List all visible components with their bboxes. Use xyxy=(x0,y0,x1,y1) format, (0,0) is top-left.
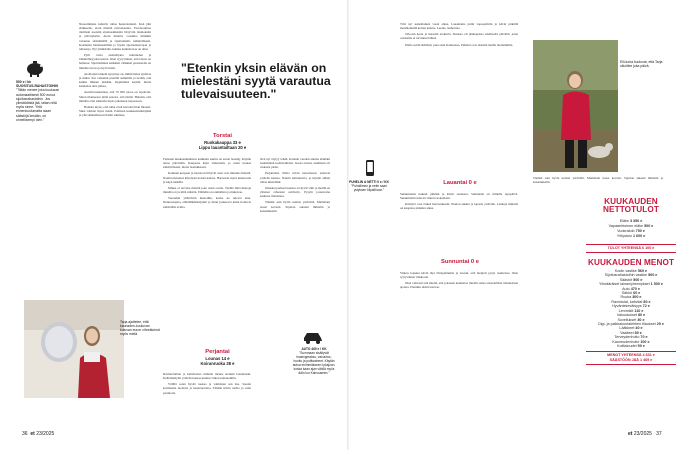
paragraph: Pyrit vasta aloittelijana kohtuuden ja säännöllisyyden kautta. Olen tyytyväinen, että talous on hallussa. Sijoittaminen kaikkien vinkkien perusteella on minulle turvaa ja hyvä mieli. xyxy=(79,53,151,70)
expense-row: Kotitaloudet 50 e xyxy=(617,343,645,348)
paragraph: Tänään sain hyviä uutisia ystävältä. Mielialani nousi kovasti. Sijoitan aikaani ihmisiin ja kokemuksiin. xyxy=(533,176,663,185)
sidebar-caption xyxy=(16,80,64,122)
income-row: Vuokratulo 750 e xyxy=(617,229,645,234)
body-column-4 xyxy=(260,157,330,329)
day-title: Perjantai xyxy=(205,349,230,355)
body-column-7 xyxy=(400,271,518,426)
folio-left: 36 et 23/2025 xyxy=(22,431,55,437)
expenses-title: KUUKAUDEN MENOT xyxy=(587,257,675,267)
page-gutter xyxy=(347,0,349,450)
income-row: Yritystulo 1 600 e xyxy=(616,234,646,239)
paragraph: Kainuun korpeen ja luontoon liittyvät asiat ovat minulle tärkeitä. Nautin metsässä kävelystä koiran kanssa. Harrastan myös kuntosalia ja käyn lenkillä. xyxy=(163,171,251,184)
sidebar-text: "Tilitän meneе joka kuukausi automaattisesti 500 euroa sijoitusrahastoihin. Jos ylimääräistä jää, laitan niitä myös sinne. Yhtä ennenkuulumatta siaan säästöjä kesään, on onnellisempi olen." xyxy=(16,88,59,122)
expense-row: Vakuutukset 80 e xyxy=(616,313,646,318)
body-column-1 xyxy=(79,22,151,284)
woman-with-balloon-photo xyxy=(24,300,124,398)
paragraph: Illalla soitin äidilleni, joka asuu Kainuussa. Puhelut ovat tärkeitä meille molemmille. xyxy=(405,42,514,47)
day-line: Ruokakauppa 33 e xyxy=(204,140,241,145)
day-torstai xyxy=(175,133,270,150)
paragraph: Halusin myös, että rahat eivät kasvaisi liian hitaasti. Siksi valitsin myös riskiä. Edelleen kuukausisäästäjänä ja yhä säännöllisesti lisään summaa. xyxy=(79,104,151,118)
expense-row: Sovellukset 30 e xyxy=(617,317,645,322)
expense-row: Vaatteet 80 e xyxy=(620,330,642,335)
sidebar-amount: 500 e / kk xyxy=(16,80,32,84)
income-total: TULOT YHTEENSÄ 6 100 e xyxy=(586,244,676,253)
piggy-bank-icon xyxy=(24,58,46,78)
sidebar-label: SUOSITUS-RAHASTOIHIN xyxy=(16,84,58,89)
body-column-5 xyxy=(400,22,518,172)
day-title: Lauantai 0 e xyxy=(443,180,477,186)
day-perjantai xyxy=(175,349,260,366)
paragraph: Aloitteljan tärkein kysymys on, mihin halua sijoittaa ja miksi. Itse vaikutun pienillä summilla ja tiedän, että kaikki liikkuu pitkään. Oppiminen kestää, mutta kannattaa aina jatkaa. xyxy=(79,71,151,89)
expense-row: Lääkkeet 40 e xyxy=(619,326,643,331)
paragraph: Varaudun yllättäviin menoihin, koska ne tulevat aina. Kunnossapito, eläinlääkärikäynnit ja muut juoksevat kulut hoituvat säästötilin avulla. xyxy=(163,196,251,209)
paragraph: Ravintolaillan ja kahviloissa minulla menee etenkin lauantaisin. Kahvilakäynti ystävän kanssa kuuluu viikon kohokohtiin. xyxy=(163,372,251,381)
income-row: Eläke 3 350 e xyxy=(619,218,643,223)
expenses-total: MENOT YHTEENSÄ 4 631 e SÄÄSTÖÖN JÄÄ 1 469 e xyxy=(586,351,676,365)
day-sunnuntai xyxy=(420,259,500,266)
income-rows xyxy=(566,219,696,240)
paragraph: tävä nyt täytyy tehdä. Kalusin vuoden aikana elämäni suurimman kodinvaihdon. Isossa talossa asuminen oli raskasta yksin. xyxy=(260,157,330,170)
expense-row: Säästöt 500 e xyxy=(619,277,643,282)
aside-puhelin xyxy=(347,180,391,192)
expense-row: Sijoitusrahastoihin vastike 500 e xyxy=(604,273,658,278)
right-photo-caption: Elli-koira kuuluvat, että Tarja ulkoillee joka päivä. xyxy=(620,60,663,68)
woman-with-dog-photo xyxy=(533,40,618,172)
day-lauantai xyxy=(420,180,500,187)
paragraph: Siivosin kotia ja katselin elokuvia. Ruokaa oli jääkaapissa edelliseltä päivältä, joten ostoksille ei tarvinnut lähteä. xyxy=(400,32,518,41)
aside-text: "Puhaliimen ja netin saan ystyksen kilpailhoon." xyxy=(351,184,387,192)
aside-head: PUHELIN & NETTI 0 e / KK xyxy=(349,180,389,184)
paragraph: Käsityöt ovat tärkeä harrastukseni. Neulon sukkia ja lapasia ystäville. Lankoja minulla on kaapissa pitkäksi aikaa. xyxy=(400,202,518,211)
income-title: KUUKAUDEN NETTOTULOT xyxy=(603,197,659,215)
paragraph: Fariksen kuukausikuluissa kaikkein suurin on auton leasing. Käytän autoa päivittäin. Kaupassa käyn viikoittain, ja ostan ruokaa säästäväisesti, mutta laadukkaasti. xyxy=(163,157,251,170)
expense-row: Ylimääräiset lainanlyhennykset 1 500 e xyxy=(599,282,663,287)
day-title: Sunnuntai 0 e xyxy=(440,259,479,265)
body-column-2 xyxy=(163,157,251,346)
day-title: Torstai xyxy=(213,133,232,139)
expense-row: Ruoka 300 e xyxy=(620,295,642,300)
paragraph: Minua ei tarvitse miettiä joka asian osalta. Tiedän mitä menoja minulla on ja mitä säästän. Elämäni on rauhallista ja mukavaa. xyxy=(163,185,251,195)
expense-row: Kauneudenhoito 100 e xyxy=(612,339,650,344)
budget-box xyxy=(566,198,696,369)
expense-row: Lemmikit 110 e xyxy=(618,308,644,313)
expense-row: Ravintolat, kahvilat 80 e xyxy=(611,299,651,304)
income-row: Vapaaehtoinen eläke 500 e xyxy=(608,224,654,229)
expense-row: Sähkö 60 e xyxy=(621,291,641,296)
body-column-8 xyxy=(533,176,663,190)
left-photo-caption: Tarja ajattelee, että kaunaden-kuuluvan kuluvan euron vihreätoimä myös mielä. xyxy=(120,320,160,336)
paragraph: Onneksi perheen kanssa on hyvät välit ja meillä on yhteiset rahaasiat selvitetty. Pysyin joustavana kaikissa tilanteissa. xyxy=(260,185,330,199)
folio-right: et 23/2025 37 xyxy=(628,431,662,437)
expense-row: Terveydenhoito 70 e xyxy=(614,335,648,340)
pull-quote: "Etenkin yksin elävän on mielestäni syytä varautua tulevaisuuteen." xyxy=(181,61,331,102)
expense-row: Hyväntekeväisyys 72 e xyxy=(612,304,650,309)
day-line: Lippu lauantailtaan 20 e xyxy=(198,145,247,151)
paragraph: Autoiltavankeinen, että 70 000 euroa on sijoitettu. Sitten tilanteessa pitää seurata, että riittää. Halusin, että minulla olisi säästöön myös pikaiseen tarpeeseen. xyxy=(79,90,151,103)
expense-row: Kodin vastike 560 e xyxy=(614,269,648,274)
paragraph: Tänään sain hyviä uutisia ystävältä. Mielialani nousi kovasti. Sijoitan aikaani ihmisiin ja kokemuksiin. xyxy=(260,200,330,213)
paragraph: Sunnuntaina nukuin pitkään ja kävin saunassa. Sunnuntai on minulle lepopäivä. Suunnittelin tulevan viikon ruokalistan. xyxy=(400,192,518,201)
paragraph: Välillä ostan hyvää ruokaa ja valmistan sen itse. Suosin kotimaisia tuotteita ja kausituotteita. Tänään kävin torilla ja ostin perunoita. xyxy=(163,382,251,395)
phone-icon xyxy=(365,160,375,176)
paragraph: Viikon lopuksi kävin läpi tilitapahtumat ja totesin, että budjetti pysyi raameissa. Olen tyytyväinen viikkooni. xyxy=(400,271,518,280)
day-line: Koiranruoka 28 e xyxy=(200,361,235,367)
expense-row: Auto 470 e xyxy=(622,286,640,291)
aside-text: "Summaan sisältyvät leasingmaksu, vakuutus, huolto ja polttoaineet. Käytän autoa enimmäkseen työajoon, koska kaan ajan vähiiä myös ädin luo Kainuuseen." xyxy=(292,351,336,375)
body-column-6 xyxy=(400,192,518,252)
aside-auto xyxy=(292,347,336,375)
paragraph: Perjantaina illalla kävin katsomassa teatteria ystävän kanssa. Nautin kulttuurista, ja käytän siihen rahaa mielelläni. xyxy=(260,171,330,184)
expense-rows xyxy=(566,269,696,348)
expense-row: Digi- ja paikkakuntalehtien tilaukset 29 e xyxy=(598,321,664,326)
paragraph: Nuoremmana kuluvin rahaa huolettomasti. Kun jäin eläkkeelle, aloin miettiä tulevaisuutta. Facebookissa törmäsin useisiin sijoitusaiheisiin liittyviin mainoksiin ja päivityksiin. Aloin miettiä, voisinko minäkin varautua säästämällä ja sijoittamalla säännöllisesti. Kaamesin hiemaisemmin ja löysin sijoitusneuvojan ja rahastoja. Nyt ymmärrän, kuinka kannattavaa on ollut. xyxy=(79,22,151,51)
paragraph: Olen vahvasti sitä mieltä, että jokaisen kannattaa miettiä omaa taloudellista tilannettaan ajoissa. Pienikin säästö kasvaa. xyxy=(400,281,518,290)
car-icon xyxy=(302,330,324,344)
day-line: Lounas 14 e xyxy=(205,356,230,361)
paragraph: Tiivi nyt uudenlainen vuosi alkaa. Lauantaina pidin vapaapäivän ja kävin pitkällä metsälenkillä koiran kanssa. Luonto rauhoittaa. xyxy=(400,22,518,31)
aside-head: AUTO 460 e / KK xyxy=(301,347,327,351)
body-column-3 xyxy=(163,372,251,427)
